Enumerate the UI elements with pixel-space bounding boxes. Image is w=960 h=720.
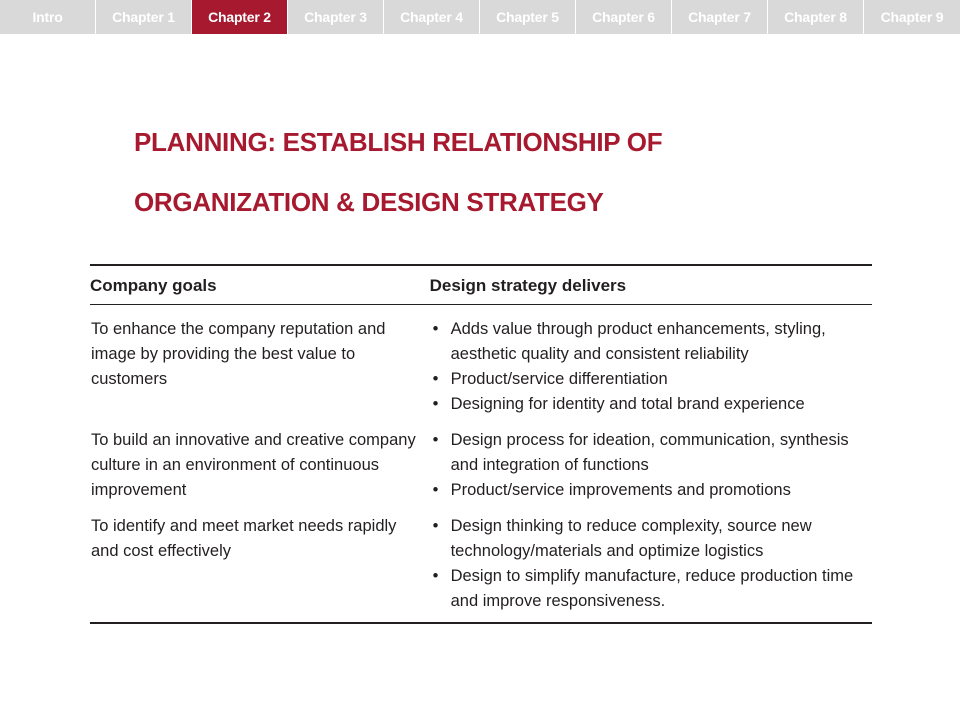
tab-chapter-5[interactable]: Chapter 5 (480, 0, 576, 34)
table-header-row (90, 265, 872, 305)
header-company-goals: Company goals (90, 265, 430, 305)
tab-chapter-9[interactable]: Chapter 9 (880, 9, 944, 25)
delivers-cell (430, 305, 872, 428)
tab-chapter-3[interactable]: Chapter 3 (288, 0, 384, 34)
chapter-nav (0, 0, 960, 34)
table-row (90, 513, 872, 623)
delivers-list (431, 428, 871, 503)
tab-chapter-8[interactable]: Chapter 8 (768, 0, 864, 34)
list-item: • Product/service differentiation (431, 367, 871, 392)
list-item: • Product/service improvements and promotions (431, 478, 871, 503)
slide-title-line-2: ORGANIZATION & DESIGN STRATEGY (134, 187, 604, 217)
tab-chapter-6[interactable]: Chapter 6 (576, 0, 672, 34)
tab-chapter-4[interactable]: Chapter 4 (384, 0, 480, 34)
table-row (90, 305, 872, 428)
goal-cell: To enhance the company reputation and image by providing the best value to customers (91, 320, 386, 388)
list-item: • Adds value through product enhancements, styling, aesthetic quality and consistent reliability (431, 317, 871, 367)
list-item: • Design process for ideation, communication, synthesis and integration of functions (431, 428, 871, 478)
goals-strategy-table-wrap (90, 264, 872, 624)
tab-chapter-2[interactable]: Chapter 2 (192, 0, 288, 34)
delivers-list (431, 317, 871, 417)
tab-intro[interactable]: Intro (0, 0, 96, 34)
tab-chapter-7[interactable]: Chapter 7 (672, 0, 768, 34)
table-row (90, 427, 872, 513)
goals-strategy-table (90, 264, 872, 624)
delivers-cell (430, 427, 872, 513)
goal-cell: To build an innovative and creative company culture in an environment of continuous improvement (91, 431, 416, 499)
list-item: • Design thinking to reduce complexity, source new technology/materials and optimize logistics (431, 514, 871, 564)
slide-title (134, 112, 854, 232)
slide-title-line-1: PLANNING: ESTABLISH RELATIONSHIP OF (134, 127, 663, 157)
list-item: • Designing for identity and total brand experience (431, 392, 871, 417)
tab-chapter-1[interactable]: Chapter 1 (96, 0, 192, 34)
goal-cell: To identify and meet market needs rapidly and cost effectively (90, 513, 430, 623)
list-item: • Design to simplify manufacture, reduce production time and improve responsiveness. (431, 564, 871, 614)
delivers-cell (430, 513, 872, 623)
delivers-list (431, 514, 871, 614)
header-design-strategy-delivers: Design strategy delivers (430, 265, 872, 305)
